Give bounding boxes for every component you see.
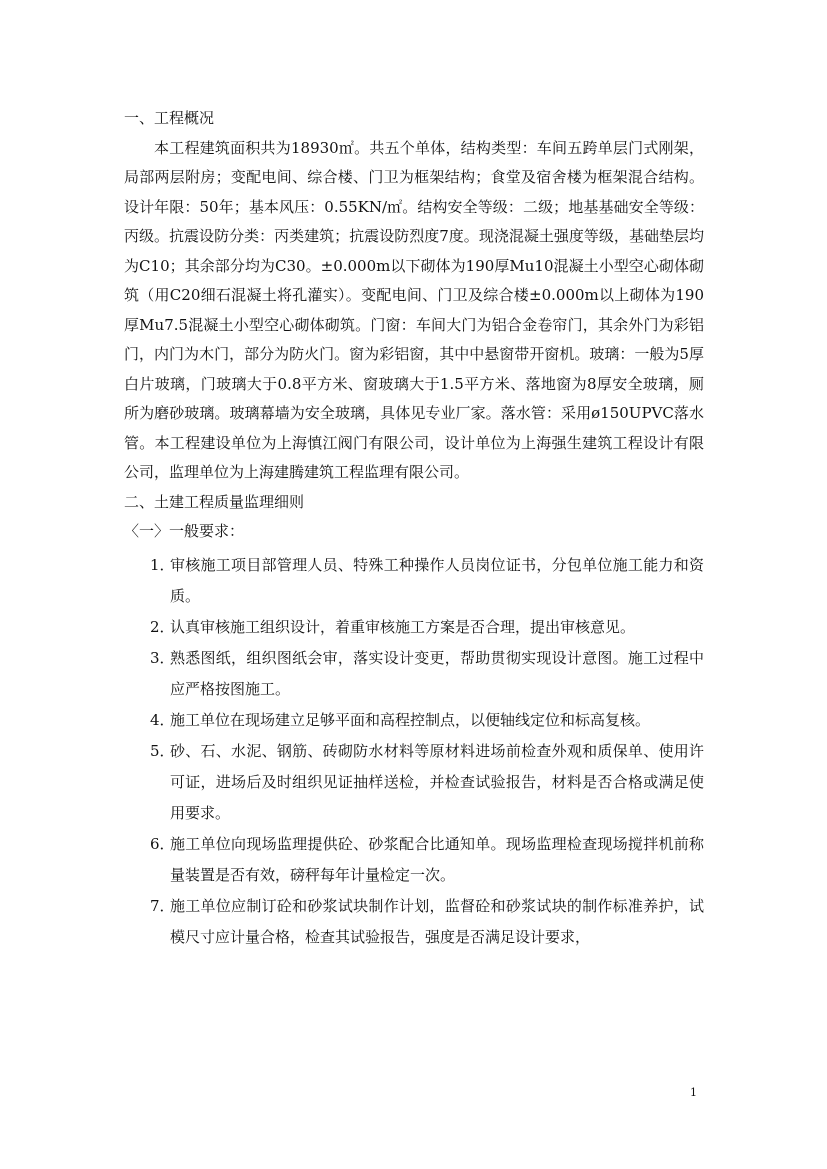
document-body: [124, 104, 704, 953]
list-item-text: 砂、石、水泥、钢筋、砖砌防水材料等原材料进场前检查外观和质保单、使用许可证，进场后及时组织见证抽样送检，并检查试验报告，材料是否合格或满足使用要求。: [170, 741, 704, 822]
list-item: [124, 705, 704, 736]
list-item-text: 审核施工项目部管理人员、特殊工种操作人员岗位证书，分包单位施工能力和资质。: [170, 555, 704, 605]
list-item: [124, 829, 704, 891]
list-item: [124, 550, 704, 612]
list-item-text: 熟悉图纸，组织图纸会审，落实设计变更，帮助贯彻实现设计意图。施工过程中应严格按图施工。: [170, 648, 704, 698]
section-heading-overview: 一、工程概况: [124, 109, 215, 127]
page-number: 1: [690, 1086, 697, 1099]
list-item: [124, 612, 704, 643]
subsection-heading-general: 〈一〉一般要求：: [124, 522, 245, 540]
list-item-text: 认真审核施工组织设计，着重审核施工方案是否合理，提出审核意见。: [170, 617, 636, 636]
list-item-number: 6．: [150, 834, 175, 853]
list-item-number: 2．: [150, 617, 175, 636]
list-item: [124, 891, 704, 953]
overview-paragraph: 本工程建筑面积共为18930㎡。共五个单体，结构类型：车间五跨单层门式刚架，局部两层附房；变配电间、综合楼、门卫为框架结构；食堂及宿舍楼为框架混合结构。设计年限：50年；基本风压：0.55KN/㎡。结构安全等级：二级；地基基础安全等级：丙级。抗震设防分类：丙类建筑；抗震设防烈度7度。现浇混凝土强度等级，基础垫层均为C10；其余部分均为C30。±0.000m以下砌体为190厚Mu10混凝土小型空心砌体砌筑（用C20细石混凝土将孔灌实）。变配电间、门卫及综合楼±0.000m以上砌体为190厚Mu7.5混凝土小型空心砌体砌筑。门窗：车间大门为铝合金卷帘门，其余外门为彩铝门，内门为木门，部分为防火门。窗为彩铝窗，其中中悬窗带开窗机。玻璃：一般为5厚白片玻璃，门玻璃大于0.8平方米、窗玻璃大于1.5平方米、落地窗为8厚安全玻璃，厕所为磨砂玻璃。玻璃幕墙为安全玻璃，具体见专业厂家。落水管：采用ø150UPVC落水管。本工程建设单位为上海慎江阀门有限公司，设计单位为上海强生建筑工程设计有限公司，监理单位为上海建腾建筑工程监理有限公司。: [124, 138, 704, 481]
list-item-text: 施工单位向现场监理提供砼、砂浆配合比通知单。现场监理检查现场搅拌机前称量装置是否有效，磅秤每年计量检定一次。: [170, 834, 704, 884]
list-item-number: 5．: [150, 741, 175, 760]
list-item-number: 3．: [150, 648, 175, 667]
list-item-number: 7．: [150, 896, 175, 915]
list-item: [124, 736, 704, 829]
requirements-list: [124, 550, 704, 953]
list-item: [124, 643, 704, 705]
list-item-text: 施工单位应制订砼和砂浆试块制作计划，监督砼和砂浆试块的制作标准养护，试模尺寸应计量合格，检查其试验报告，强度是否满足设计要求，: [170, 896, 704, 946]
section-heading-quality: 二、土建工程质量监理细则: [124, 492, 305, 511]
list-item-number: 4．: [150, 710, 175, 729]
list-item-text: 施工单位在现场建立足够平面和高程控制点，以便轴线定位和标高复核。: [170, 710, 651, 729]
list-item-number: 1．: [150, 555, 175, 574]
